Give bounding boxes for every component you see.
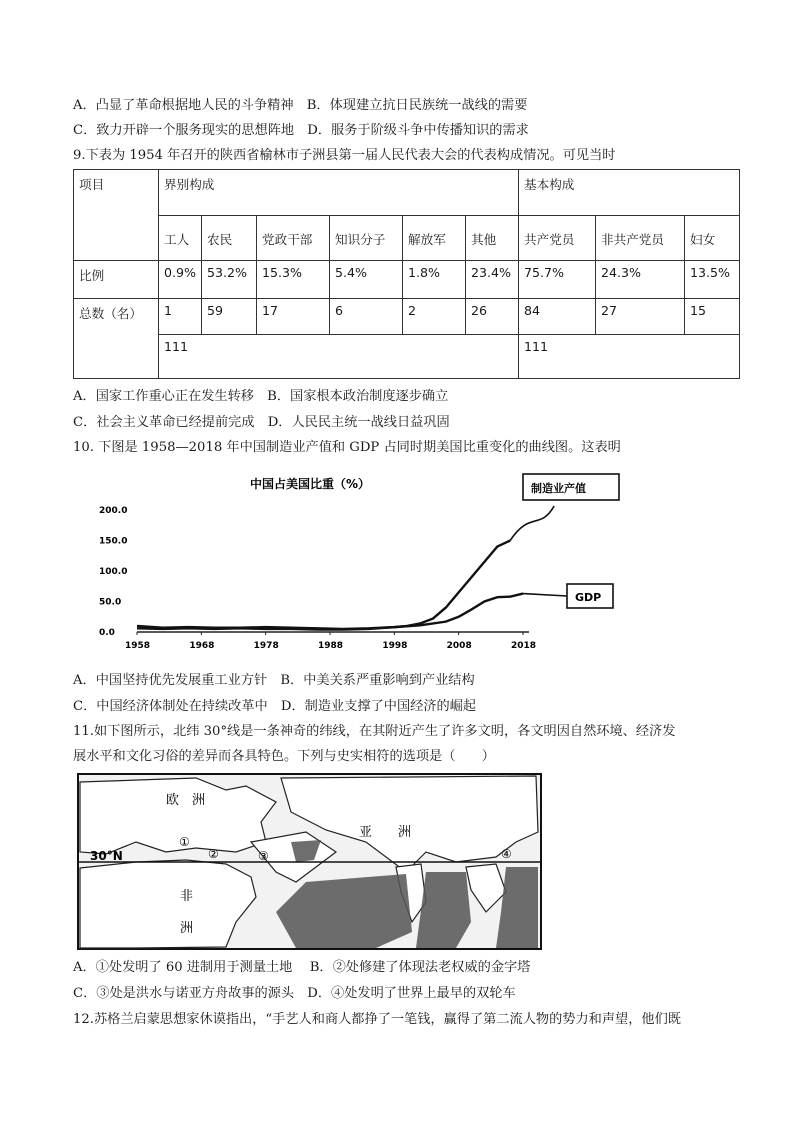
q10-options-ab: A．中国坚持优先发展重工业方针 B．中美关系严重影响到产业结构 (73, 673, 475, 688)
q10-stem: 10. 下图是 1958—2018 年中国制造业产值和 GDP 占同时期美国比重变化的曲线图。这表明 (73, 440, 621, 455)
q10-options-cd: C．中国经济体制处在持续改革中 D．制造业支撑了中国经济的崛起 (73, 699, 477, 714)
series-line-0 (137, 541, 510, 630)
total-basic: 111 (519, 335, 740, 379)
column-header: 其他 (466, 216, 519, 261)
y-tick-label: 150.0 (99, 536, 128, 547)
column-header: 工人 (159, 216, 202, 261)
column-header-row (74, 216, 740, 261)
x-tick-label: 1978 (253, 641, 279, 651)
count-row (74, 299, 740, 335)
column-header: 共产党员 (519, 216, 596, 261)
ratio-cell: 13.5% (685, 261, 740, 299)
gdp-leader (523, 594, 567, 596)
europe-label: 欧 洲 (166, 793, 206, 808)
q8-options-cd: C．致力开辟一个服务现实的思想阵地 D．服务于阶级斗争中传播知识的需求 (73, 123, 529, 138)
basic-header: 基本构成 (519, 170, 740, 216)
column-header: 知识分子 (330, 216, 403, 261)
count-cell: 1 (159, 299, 202, 335)
item-header: 项目 (74, 170, 159, 261)
asia-label: 亚 洲 (359, 825, 412, 840)
representatives-table (73, 169, 740, 379)
q11-options-ab: A．①处发明了 60 进制用于测量土地 B．②处修建了体现法老权威的金字塔 (73, 960, 531, 975)
q11-options-cd: C．③处是洪水与诺亚方舟故事的源头 D．④处发明了世界上最早的双轮车 (73, 986, 516, 1001)
ratio-cell: 24.3% (596, 261, 685, 299)
ratio-cell: 75.7% (519, 261, 596, 299)
column-header: 妇女 (685, 216, 740, 261)
lat-label: 30°N (90, 849, 123, 863)
ratio-label: 比例 (74, 261, 159, 299)
manufacturing-leader (510, 506, 554, 541)
count-cell: 26 (466, 299, 519, 335)
ratio-cell: 15.3% (257, 261, 330, 299)
x-tick-label: 1968 (189, 641, 215, 651)
total-sector: 111 (159, 335, 519, 379)
manufacturing-legend-label: 制造业产值 (531, 482, 586, 495)
q9-options-ab: A．国家工作重心正在发生转移 B．国家根本政治制度逐步确立 (73, 389, 449, 404)
marker-2: ② (208, 847, 219, 861)
ratio-row (74, 261, 740, 299)
ratio-cell: 53.2% (202, 261, 257, 299)
column-header: 农民 (202, 216, 257, 261)
count-cell: 6 (330, 299, 403, 335)
x-tick-label: 1998 (382, 641, 408, 651)
count-cell: 15 (685, 299, 740, 335)
column-header: 解放军 (403, 216, 466, 261)
q9-stem: 9.下表为 1954 年召开的陕西省榆林市子洲县第一届人民代表大会的代表构成情况。可见当时 (73, 148, 616, 163)
count-cell: 84 (519, 299, 596, 335)
y-tick-label: 50.0 (99, 597, 122, 608)
marker-3: ③ (258, 849, 269, 863)
marker-4: ④ (501, 847, 512, 861)
africa-label-1: 非 (180, 889, 194, 904)
x-tick-label: 1988 (318, 641, 344, 651)
series-line-1 (137, 594, 523, 629)
q11-stem-line1: 11.如下图所示，北纬 30°线是一条神奇的纬线，在其附近产生了许多文明，各文明因自然环境、经济发 (73, 724, 676, 739)
q8-options-ab: A．凸显了革命根据地人民的斗争精神 B．体现建立抗日民族统一战线的需要 (73, 98, 528, 113)
gdp-legend-label: GDP (575, 591, 602, 604)
q9-options-cd: C．社会主义革命已经提前完成 D．人民民主统一战线日益巩固 (73, 415, 450, 430)
manufacturing-gdp-chart (95, 468, 655, 658)
sector-header: 界别构成 (159, 170, 519, 216)
x-tick-label: 2018 (511, 641, 537, 651)
x-tick-label: 2008 (446, 641, 472, 651)
count-cell: 59 (202, 299, 257, 335)
ratio-cell: 5.4% (330, 261, 403, 299)
ratio-cell: 0.9% (159, 261, 202, 299)
q11-stem-line2: 展水平和文化习俗的差异而各具特色。下列与史实相符的选项是（ ） (73, 749, 495, 764)
marker-1: ① (179, 835, 190, 849)
latitude-30-map (76, 772, 544, 952)
x-tick-label: 1958 (125, 641, 151, 651)
y-tick-label: 200.0 (99, 506, 128, 516)
column-header: 非共产党员 (596, 216, 685, 261)
africa-label-2: 洲 (180, 921, 194, 936)
count-cell: 27 (596, 299, 685, 335)
count-cell: 17 (257, 299, 330, 335)
ratio-cell: 1.8% (403, 261, 466, 299)
q12-stem: 12.苏格兰启蒙思想家休谟指出，“手艺人和商人都挣了一笔钱，赢得了第二流人物的势力和声望，他们既 (73, 1012, 681, 1027)
y-tick-label: 100.0 (99, 567, 128, 577)
count-cell: 2 (403, 299, 466, 335)
chart-title: 中国占美国比重（%） (250, 477, 371, 491)
ratio-cell: 23.4% (466, 261, 519, 299)
y-tick-label: 0.0 (99, 628, 115, 638)
column-header: 党政干部 (257, 216, 330, 261)
count-label: 总数（名） (74, 299, 159, 379)
